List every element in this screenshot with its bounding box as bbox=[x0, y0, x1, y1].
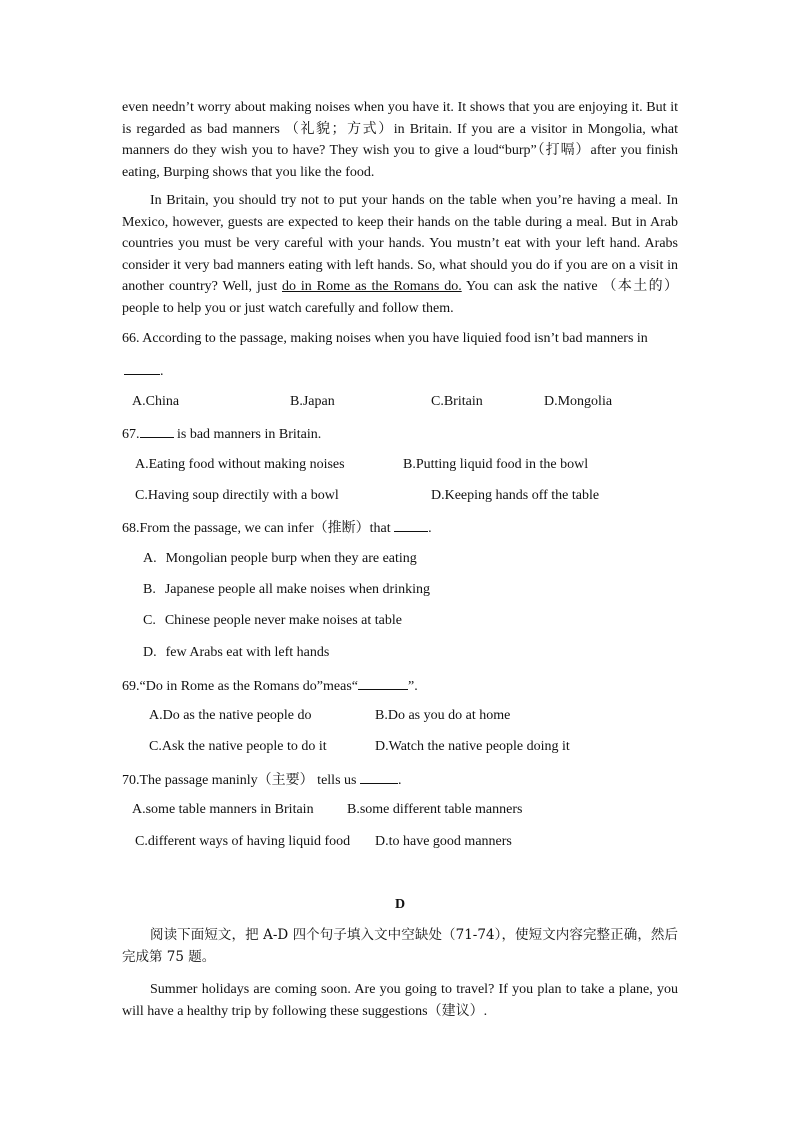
option-70-c: C.different ways of having liquid food bbox=[135, 834, 351, 849]
paragraph-text-end: You can ask the native （本土的）people to help you or just watch carefully and follow them. bbox=[122, 279, 678, 316]
option-70-a: A.some table manners in Britain bbox=[132, 802, 314, 817]
option-68-b bbox=[143, 581, 430, 599]
answer-blank bbox=[140, 424, 174, 438]
answer-blank bbox=[394, 518, 428, 532]
stem-suffix: ”. bbox=[408, 679, 418, 694]
option-text: Japanese people all make noises when drinking bbox=[164, 582, 430, 597]
question-70-stem bbox=[122, 770, 401, 790]
option-69-b: B.Do as you do at home bbox=[375, 708, 511, 723]
passage-paragraph-2 bbox=[122, 190, 678, 319]
paragraph-text: In Britain, you should try not to put your hands on the table when you’re having a meal. In Mexico, however, guests are expected to keep their hands on the table during a meal. But in Arab countries you must be very careful with your hands. You mustn’t eat with your left hand. Arabs consider it very bad manners eating with left hands. So, what should you do if you are on a visit in another country? Well, just bbox=[122, 193, 678, 294]
underlined-phrase: do in Rome as the Romans do. bbox=[282, 279, 462, 294]
option-68-d bbox=[143, 644, 329, 662]
option-67-d: D.Keeping hands off the table bbox=[431, 488, 600, 503]
option-68-c bbox=[143, 612, 402, 630]
answer-blank bbox=[358, 676, 408, 690]
option-68-a bbox=[143, 550, 417, 568]
answer-blank bbox=[124, 361, 160, 375]
question-69-stem bbox=[122, 676, 418, 696]
stem-prefix: 69.“Do in Rome as the Romans do”meas“ bbox=[122, 679, 359, 694]
option-67-a: A.Eating food without making noises bbox=[135, 457, 345, 472]
option-70-d: D.to have good manners bbox=[375, 834, 512, 849]
option-text: Mongolian people burp when they are eating bbox=[165, 551, 417, 566]
option-69-d: D.Watch the native people doing it bbox=[375, 739, 570, 754]
passage-paragraph-1 bbox=[122, 97, 678, 183]
option-69-a: A.Do as the native people do bbox=[149, 708, 312, 723]
stem-prefix: 70.The passage maninly（主要） tells us bbox=[122, 773, 360, 788]
option-66-d: D.Mongolia bbox=[544, 394, 613, 409]
option-text: Chinese people never make noises at table bbox=[164, 613, 402, 628]
question-68-stem bbox=[122, 518, 432, 538]
stem-prefix: 67. bbox=[122, 427, 140, 442]
option-69-c: C.Ask the native people to do it bbox=[149, 739, 327, 754]
section-instruction: 阅读下面短文，把 A-D 四个句子填入文中空缺处（71-74），使短文内容完整正确，然后完成第 75 题。 bbox=[122, 927, 678, 965]
paragraph-text: even needn’t worry about making noises when you have it. It shows that you are enjoying it. But it is regarded as bad manners （礼貌；方式）in Britain. If you are a visitor in Mongolia, what manners do they wish you to have? They wish you to give a loud“burp”（打嗝）after you finish eating, Burping shows that you like the food. bbox=[122, 100, 678, 180]
option-letter: A. bbox=[143, 551, 157, 566]
option-text: few Arabs eat with left hands bbox=[165, 645, 330, 660]
option-66-b: B.Japan bbox=[290, 394, 335, 409]
option-67-c: C.Having soup directily with a bowl bbox=[135, 488, 339, 503]
section-intro-paragraph: Summer holidays are coming soon. Are you going to travel? If you plan to take a plane, you will have a healthy trip by following these suggestions（建议）. bbox=[122, 982, 678, 1019]
option-letter: C. bbox=[143, 613, 156, 628]
option-letter: B. bbox=[143, 582, 156, 597]
question-66-blank-line bbox=[124, 361, 164, 381]
question-67-stem bbox=[122, 424, 321, 444]
blank-period: . bbox=[160, 364, 164, 379]
option-66-a: A.China bbox=[132, 394, 180, 409]
section-heading: D bbox=[394, 897, 406, 912]
stem-suffix: . bbox=[428, 521, 432, 536]
question-66-stem: 66. According to the passage, making noises when you have liquied food isn’t bad manners in bbox=[122, 331, 648, 346]
stem-suffix: is bad manners in Britain. bbox=[173, 427, 322, 442]
option-67-b: B.Putting liquid food in the bowl bbox=[403, 457, 589, 472]
stem-suffix: . bbox=[397, 773, 402, 788]
answer-blank bbox=[360, 770, 398, 784]
option-70-b: B.some different table manners bbox=[347, 802, 523, 817]
option-letter: D. bbox=[143, 645, 157, 660]
option-66-c: C.Britain bbox=[431, 394, 483, 409]
stem-prefix: 68.From the passage, we can infer（推断）that bbox=[122, 521, 395, 536]
